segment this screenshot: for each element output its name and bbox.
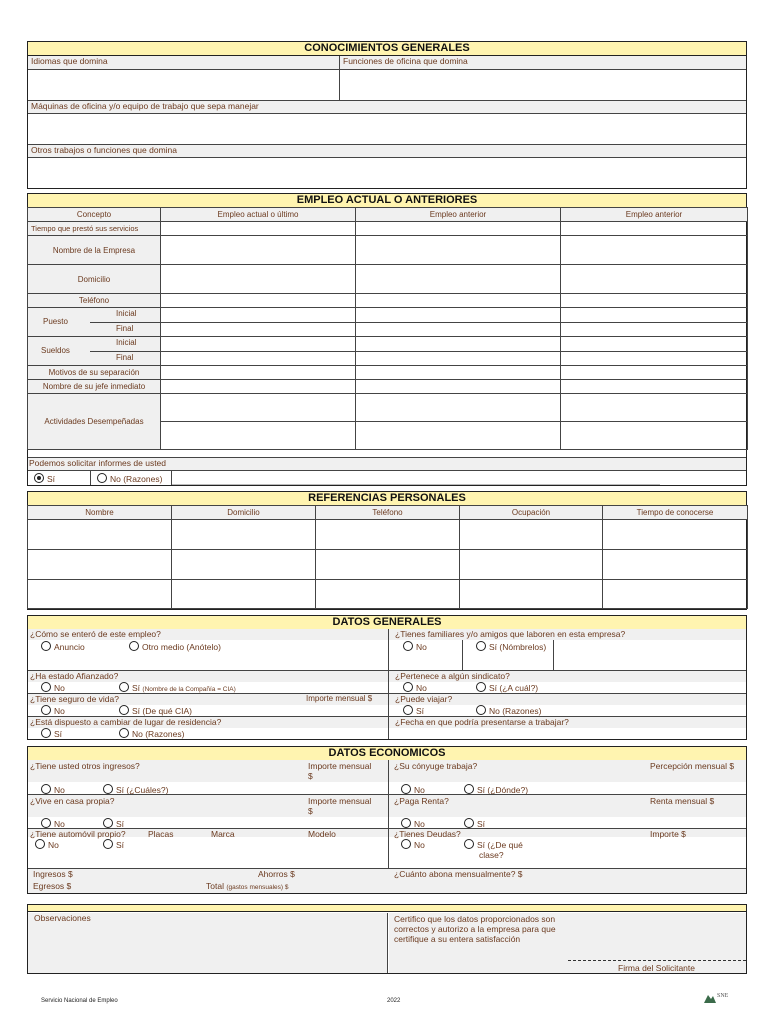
- observaciones-field[interactable]: [28, 913, 388, 973]
- jefe-field-2[interactable]: [356, 380, 561, 394]
- row-actividades-label: Actividades Desempeñadas: [28, 394, 161, 450]
- ingresos-si-label: Sí (¿Cuáles?): [116, 785, 169, 795]
- deudas-no-label: No: [414, 840, 425, 850]
- actividades-field-3a[interactable]: [561, 394, 748, 422]
- renta-mensual-label: Renta mensual $: [650, 796, 715, 806]
- ahorros-label: Ahorros $: [258, 869, 295, 879]
- row-sueldos-label: Sueldos: [41, 346, 70, 355]
- col-concepto: Concepto: [28, 208, 161, 222]
- anuncio-label: Anuncio: [54, 642, 85, 652]
- q-afianzado: ¿Ha estado Afianzado?: [30, 671, 119, 681]
- percepcion-label: Percepción mensual $: [650, 761, 735, 771]
- maquinas-label-cell: [28, 100, 746, 114]
- residencia-si-option[interactable]: [41, 728, 62, 739]
- ref-cell[interactable]: [316, 520, 460, 550]
- viajar-si-option[interactable]: [403, 705, 424, 716]
- sne-logo: [703, 992, 733, 1006]
- q-casa: ¿Vive en casa propia?: [30, 796, 115, 806]
- ref-cell[interactable]: [172, 580, 316, 609]
- divider: [462, 640, 463, 670]
- datos-generales-section: [27, 615, 747, 740]
- observaciones-label: Observaciones: [34, 913, 91, 923]
- ref-cell[interactable]: [316, 550, 460, 580]
- telefono-field-2[interactable]: [356, 294, 561, 308]
- radio-icon[interactable]: [119, 705, 129, 715]
- radio-icon[interactable]: [119, 728, 129, 738]
- casa-si-label: Sí: [116, 819, 125, 829]
- firma-label: Firma del Solicitante: [618, 963, 696, 973]
- label-bg: [28, 629, 388, 640]
- row-puesto-label: Puesto: [43, 317, 68, 326]
- empleo-table: [27, 207, 748, 450]
- conyuge-no-label: No: [414, 785, 425, 795]
- afianzado-si-option[interactable]: [119, 682, 236, 693]
- motivos-field-1[interactable]: [161, 366, 356, 380]
- importe-mensual-label: Importe mensual: [308, 761, 372, 771]
- final-header-bar: [28, 905, 746, 912]
- informes-label: Podemos solicitar informes de usted: [29, 458, 167, 468]
- seguro-no-label: No: [54, 706, 65, 716]
- importe-label: Importe $: [650, 829, 686, 839]
- col-ref-ocupacion: Ocupación: [460, 506, 603, 520]
- afianzado-no-option[interactable]: [41, 682, 65, 693]
- ref-cell[interactable]: [603, 580, 748, 609]
- radio-icon[interactable]: [103, 818, 113, 828]
- tiempo-field-2[interactable]: [356, 222, 561, 236]
- col-empleo-actual: Empleo actual o último: [161, 208, 356, 222]
- radio-icon[interactable]: [476, 705, 486, 715]
- puesto-inicial-label: Inicial: [116, 309, 137, 318]
- radio-icon[interactable]: [97, 473, 107, 483]
- radio-icon[interactable]: [41, 728, 51, 738]
- puesto-final-3[interactable]: [561, 322, 748, 337]
- q-seguro: ¿Tiene seguro de vida?: [30, 694, 119, 704]
- q-conyuge: ¿Su cónyuge trabaja?: [394, 761, 478, 771]
- q-ingresos: ¿Tiene usted otros ingresos?: [30, 761, 140, 771]
- label-bg: [389, 671, 746, 682]
- modelo-label: Modelo: [308, 829, 336, 839]
- telefono-field-3[interactable]: [561, 294, 748, 308]
- sueldos-inicial-2[interactable]: [356, 337, 561, 352]
- tiempo-field-1[interactable]: [161, 222, 356, 236]
- puesto-inicial-2[interactable]: [356, 308, 561, 323]
- idiomas-label: Idiomas que domina: [31, 56, 108, 66]
- puesto-final-label: Final: [116, 324, 134, 333]
- q-abona: ¿Cuánto abona mensualmente? $: [394, 869, 523, 879]
- referencias-title: REFERENCIAS PERSONALES: [28, 492, 746, 506]
- domicilio-field-1[interactable]: [161, 265, 356, 294]
- conocimientos-section: [27, 41, 747, 189]
- otros-label: Otros trabajos o funciones que domina: [31, 145, 178, 155]
- residencia-si-label: Sí: [54, 729, 63, 739]
- telefono-field-1[interactable]: [161, 294, 356, 308]
- q-viajar: ¿Puede viajar?: [395, 694, 453, 704]
- domicilio-field-2[interactable]: [356, 265, 561, 294]
- q-automovil: ¿Tiene automóvil propio?: [30, 829, 126, 839]
- informes-no-label: No (Razones): [110, 474, 163, 484]
- sueldos-final-1[interactable]: [161, 351, 356, 366]
- sueldos-inicial-1[interactable]: [161, 337, 356, 352]
- otro-medio-option[interactable]: [129, 641, 221, 652]
- familiares-no-label: No: [416, 642, 427, 652]
- residencia-no-option[interactable]: [119, 728, 184, 739]
- row-telefono-label: Teléfono: [28, 294, 161, 308]
- anuncio-option[interactable]: [41, 641, 85, 652]
- nombre-field-3[interactable]: [561, 236, 748, 265]
- radio-icon[interactable]: [464, 784, 474, 794]
- row-motivos-label: Motivos de su separación: [28, 366, 161, 380]
- actividades-field-1b[interactable]: [161, 422, 356, 450]
- radio-icon[interactable]: [41, 641, 51, 651]
- radio-icon[interactable]: [103, 839, 113, 849]
- col-ref-tiempo: Tiempo de conocerse: [603, 506, 748, 520]
- actividades-field-2b[interactable]: [356, 422, 561, 450]
- dollar-label-2: $: [308, 806, 313, 816]
- ref-cell[interactable]: [603, 520, 748, 550]
- residencia-no-label: No (Razones): [132, 729, 185, 739]
- nombre-field-1[interactable]: [161, 236, 356, 265]
- sne-logo-text: SNE: [717, 993, 729, 999]
- footer-left: Servicio Nacional de Empleo: [41, 998, 118, 1004]
- table-row: [28, 580, 748, 609]
- funciones-field[interactable]: [340, 70, 746, 100]
- col-ref-nombre: Nombre: [28, 506, 172, 520]
- sindicato-no-option[interactable]: [403, 682, 427, 693]
- radio-icon[interactable]: [476, 641, 486, 651]
- radio-icon[interactable]: [41, 784, 51, 794]
- familiares-si-label: Sí (Nómbrelos): [489, 642, 547, 652]
- radio-icon[interactable]: [476, 682, 486, 692]
- certifico-text: Certifico que los datos proporcionados son correctos y autorizo a la empresa para que certifique a su entera satisfacción: [394, 914, 556, 944]
- label-bg: [28, 717, 388, 728]
- row-nombre-label: Nombre de la Empresa: [28, 236, 161, 265]
- maquinas-label: Máquinas de oficina y/o equipo de trabajo que sepa manejar: [31, 101, 259, 111]
- seguro-si-label: Sí (De qué CIA): [132, 706, 192, 716]
- row-domicilio-label: Domicilio: [28, 265, 161, 294]
- radio-icon[interactable]: [401, 784, 411, 794]
- puesto-inicial-3[interactable]: [561, 308, 748, 323]
- ref-cell[interactable]: [316, 580, 460, 609]
- sindicato-no-label: No: [416, 683, 427, 693]
- ingresos-no-label: No: [54, 785, 65, 795]
- final-section: [27, 904, 747, 974]
- auto-si-label: Sí: [116, 840, 125, 850]
- radio-icon[interactable]: [464, 839, 474, 849]
- seguro-no-option[interactable]: [41, 705, 65, 716]
- radio-icon[interactable]: [129, 641, 139, 651]
- ref-cell[interactable]: [460, 580, 603, 609]
- nombre-field-2[interactable]: [356, 236, 561, 265]
- conyuge-si-label: Sí (¿Dónde?): [477, 785, 529, 795]
- sueldos-final-2[interactable]: [356, 351, 561, 366]
- maquinas-field[interactable]: [28, 114, 746, 144]
- viajar-si-label: Sí: [416, 706, 425, 716]
- label-bg: [389, 629, 746, 640]
- informes-si-label: Sí: [47, 474, 56, 484]
- radio-icon[interactable]: [401, 839, 411, 849]
- actividades-field-1a[interactable]: [161, 394, 356, 422]
- actividades-field-2a[interactable]: [356, 394, 561, 422]
- datos-generales-title: DATOS GENERALES: [28, 616, 746, 630]
- q-fecha: ¿Fecha en que podría presentarse a trabajar?: [395, 717, 569, 727]
- divider: [90, 471, 91, 485]
- ref-cell[interactable]: [28, 550, 172, 580]
- marca-label: Marca: [211, 829, 235, 839]
- q-deudas: ¿Tienes Deudas?: [394, 829, 461, 839]
- familiares-no-option[interactable]: [403, 641, 427, 652]
- informes-razones-field[interactable]: [172, 471, 660, 485]
- sne-logo-icon: [703, 993, 717, 1005]
- ref-cell[interactable]: [460, 520, 603, 550]
- otro-medio-label: Otro medio (Anótelo): [142, 642, 221, 652]
- radio-icon[interactable]: [403, 705, 413, 715]
- auto-si-option[interactable]: [103, 839, 124, 850]
- row-sueldos-cell: [28, 337, 161, 366]
- motivos-field-2[interactable]: [356, 366, 561, 380]
- col-ref-telefono: Teléfono: [316, 506, 460, 520]
- importe-mensual-label: Importe mensual $: [306, 694, 373, 703]
- ref-cell[interactable]: [460, 550, 603, 580]
- informes-label-cell: [28, 457, 746, 471]
- ref-cell[interactable]: [28, 580, 172, 609]
- row-tiempo-label: Tiempo que prestó sus servicios: [28, 222, 161, 236]
- puesto-final-1[interactable]: [161, 322, 356, 337]
- radio-icon[interactable]: [464, 818, 474, 828]
- familiares-nombres-field[interactable]: [554, 640, 746, 670]
- auto-no-option[interactable]: [35, 839, 59, 850]
- ingresos-label: Ingresos $: [33, 869, 73, 879]
- empleo-section: [27, 193, 747, 486]
- informes-si-option[interactable]: [34, 473, 55, 484]
- radio-icon[interactable]: [119, 682, 129, 692]
- radio-icon[interactable]: [41, 818, 51, 828]
- afianzado-si-note: (Nombre de la Compañía = CIA): [142, 686, 236, 693]
- dollar-label: $: [308, 771, 313, 781]
- conocimientos-title: CONOCIMIENTOS GENERALES: [28, 42, 746, 56]
- sueldos-final-label: Final: [116, 353, 134, 362]
- deudas-si-option[interactable]: [464, 839, 523, 850]
- col-ref-domicilio: Domicilio: [172, 506, 316, 520]
- label-bg: [389, 717, 746, 728]
- ref-cell[interactable]: [172, 550, 316, 580]
- tiempo-field-3[interactable]: [561, 222, 748, 236]
- footer-year: 2022: [387, 998, 401, 1004]
- label-bg: [28, 869, 746, 893]
- familiares-si-option[interactable]: [476, 641, 546, 652]
- radio-icon[interactable]: [41, 682, 51, 692]
- casa-no-label: No: [54, 819, 65, 829]
- funciones-label-cell: [340, 56, 746, 70]
- domicilio-field-3[interactable]: [561, 265, 748, 294]
- q-entero: ¿Cómo se enteró de este empleo?: [30, 629, 161, 639]
- egresos-label: Egresos $: [33, 881, 72, 891]
- funciones-label: Funciones de oficina que domina: [343, 56, 468, 66]
- jefe-field-3[interactable]: [561, 380, 748, 394]
- sueldos-inicial-label: Inicial: [116, 338, 137, 347]
- firma-line[interactable]: [568, 960, 746, 961]
- fecha-field[interactable]: [389, 728, 746, 739]
- radio-icon[interactable]: [103, 784, 113, 794]
- datos-economicos-section: [27, 746, 747, 894]
- ref-cell[interactable]: [603, 550, 748, 580]
- col-empleo-anterior-1: Empleo anterior: [356, 208, 561, 222]
- sindicato-si-option[interactable]: [476, 682, 538, 693]
- sueldos-inicial-3[interactable]: [561, 337, 748, 352]
- row-puesto-cell: [28, 308, 161, 337]
- ref-cell[interactable]: [172, 520, 316, 550]
- idiomas-field[interactable]: [28, 70, 340, 100]
- auto-no-label: No: [48, 840, 59, 850]
- actividades-field-3b[interactable]: [561, 422, 748, 450]
- importe-mensual-label-2: Importe mensual: [308, 796, 372, 806]
- ref-cell[interactable]: [28, 520, 172, 550]
- label-bg: [389, 694, 746, 705]
- jefe-field-1[interactable]: [161, 380, 356, 394]
- radio-icon[interactable]: [403, 641, 413, 651]
- placas-label: Placas: [148, 829, 174, 839]
- renta-no-label: No: [414, 819, 425, 829]
- radio-icon[interactable]: [401, 818, 411, 828]
- otros-field[interactable]: [28, 158, 746, 188]
- radio-checked-icon[interactable]: [34, 473, 44, 483]
- deudas-no-option[interactable]: [401, 839, 425, 850]
- otros-label-cell: [28, 144, 746, 158]
- table-row: [28, 520, 748, 550]
- deudas-clase-label: clase?: [479, 850, 504, 860]
- table-row: [28, 550, 748, 580]
- col-empleo-anterior-2: Empleo anterior: [561, 208, 748, 222]
- idiomas-label-cell: [28, 56, 340, 70]
- informes-no-option[interactable]: [97, 473, 162, 484]
- referencias-table: [27, 505, 748, 609]
- radio-icon[interactable]: [41, 705, 51, 715]
- viajar-no-label: No (Razones): [489, 706, 542, 716]
- motivos-field-3[interactable]: [561, 366, 748, 380]
- q-sindicato: ¿Pertenece a algún sindicato?: [395, 671, 510, 681]
- q-residencia: ¿Está dispuesto a cambiar de lugar de residencia?: [30, 717, 222, 727]
- radio-icon[interactable]: [403, 682, 413, 692]
- total-note: (gastos mensuales) $: [226, 884, 289, 891]
- viajar-no-option[interactable]: [476, 705, 541, 716]
- datos-economicos-title: DATOS ECONOMICOS: [28, 747, 746, 761]
- afianzado-no-label: No: [54, 683, 65, 693]
- referencias-section: [27, 491, 747, 610]
- sueldos-final-3[interactable]: [561, 351, 748, 366]
- renta-si-label: Sí: [477, 819, 486, 829]
- radio-icon[interactable]: [35, 839, 45, 849]
- afianzado-si-label: Sí: [132, 683, 141, 693]
- sindicato-si-label: Sí (¿A cuál?): [489, 683, 539, 693]
- row-jefe-label: Nombre de su jefe inmediato: [28, 380, 161, 394]
- q-renta: ¿Paga Renta?: [394, 796, 449, 806]
- q-familiares: ¿Tienes familiares y/o amigos que laboren en esta empresa?: [395, 629, 626, 639]
- empleo-title: EMPLEO ACTUAL O ANTERIORES: [28, 194, 746, 208]
- seguro-si-option[interactable]: [119, 705, 192, 716]
- puesto-inicial-1[interactable]: [161, 308, 356, 323]
- puesto-final-2[interactable]: [356, 322, 561, 337]
- total-label: Total: [206, 881, 224, 891]
- deudas-si-label: Sí (¿De qué: [477, 840, 523, 850]
- label-bg: [28, 671, 388, 682]
